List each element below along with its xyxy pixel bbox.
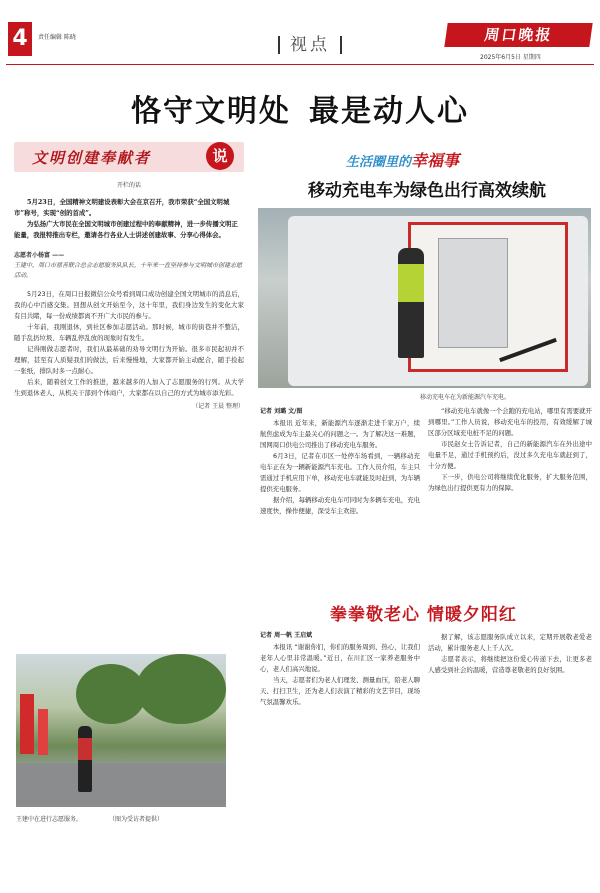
body-paragraph: 十年前，我刚退休，到社区参加志愿活动。那时候，城市的街巷并不整洁，随手乱扔垃圾、车辆乱停乱放的现象时有发生。 bbox=[14, 323, 244, 342]
article-credit: （记者 王晨 整理） bbox=[192, 403, 244, 410]
photo-caption-right: 移动充电车在为新能源汽车充电。 bbox=[420, 394, 511, 401]
section-label: 视点 bbox=[290, 35, 330, 55]
body-paragraph: 本报讯 “谢谢你们，你们的服务周到、热心，让我们老年人心里非常温暖。”近日，在川汇区一家养老服务中心，老人们高兴地说。 bbox=[260, 643, 420, 673]
road-shape bbox=[16, 763, 226, 807]
column-banner bbox=[14, 142, 244, 172]
column-banner-badge: 说 bbox=[206, 142, 234, 170]
left-column bbox=[14, 142, 244, 410]
body-paragraph: 志愿者表示，将继续把这份爱心传递下去，让更多老人感受到社会的温暖，营造尊老敬老的良好氛围。 bbox=[428, 655, 592, 674]
feature-title: 移动充电车为绿色出行高效续航 bbox=[308, 181, 546, 201]
column-subtitle: 开栏的话 bbox=[116, 182, 141, 189]
intro-paragraph: 5月23日，全国精神文明建设表彰大会在京召开，我市荣获“全国文明城市”称号，实现“创的首成”。 bbox=[14, 198, 230, 217]
body-paragraph: 本报讯 近年来，新能源汽车逐渐走进千家万户，续航焦虑成为车主最关心的问题之一。为了解决这一难题，国网周口供电公司推出了移动充电车服务。 bbox=[260, 419, 420, 449]
intro-paragraph: 为弘扬广大市民在全国文明城市创建过程中的奉献精神，进一步传播文明正能量，我报特推出专栏，邀请各行各业人士讲述创建故事、分享心得体会。 bbox=[14, 220, 238, 239]
tree-shape bbox=[136, 654, 226, 724]
editors-line: 责任编辑 陈晓 bbox=[38, 34, 76, 41]
charging-van-photo bbox=[258, 208, 591, 388]
section-divider-left bbox=[278, 36, 280, 54]
photo-caption-left bbox=[16, 814, 226, 823]
worker-vest-shape bbox=[398, 264, 424, 302]
body-paragraph: 当天，志愿者们为老人们理发、测量血压，陪老人聊天、打扫卫生，还为老人们表演了精彩的文艺节目，现场气氛温馨欢乐。 bbox=[260, 676, 420, 706]
contributor-block bbox=[14, 251, 244, 281]
issue-date: 2025年6月5日 星期四 bbox=[480, 54, 541, 61]
body-paragraph: 下一步，供电公司将继续优化服务，扩大服务范围，为绿色出行提供更有力的保障。 bbox=[428, 473, 592, 492]
body-paragraph: 后来，随着创文工作的推进，越来越多的人加入了志愿服务的行列。从大学生到退休老人，从机关干部到个体商户，大家都在以自己的方式为城市添光彩。 bbox=[14, 378, 244, 397]
second-story-column-right bbox=[428, 632, 592, 676]
second-story-column-middle bbox=[260, 642, 420, 708]
vest-shape bbox=[78, 738, 92, 760]
flag-shape bbox=[20, 694, 34, 754]
section-title bbox=[268, 30, 352, 55]
feature-label-blue: 生活圈里的 bbox=[346, 155, 412, 170]
headline-part-2: 最是动人心 bbox=[309, 94, 469, 129]
page-number: 4 bbox=[8, 22, 32, 56]
body-paragraph: 5月23日，在周口日报微信公众号看到周口成功创建全国文明城市的消息后，我的心中百感交集。回想从创文开始至今，这十年里，我们身边发生的变化大家有目共睹，每一份成绩都离不开广大市民的参与。 bbox=[14, 290, 244, 320]
second-story-byline: 记者 周一帆 王启斌 bbox=[260, 632, 313, 639]
volunteer-photo bbox=[16, 654, 226, 807]
body-paragraph: 据了解，该志愿服务队成立以来，定期开展敬老爱老活动，累计服务老人上千人次。 bbox=[428, 633, 592, 652]
newspaper-logo: 周口晚报 bbox=[444, 23, 592, 47]
feature-label-red: 幸福事 bbox=[411, 151, 460, 170]
feature-byline: 记者 刘璐 文/图 bbox=[260, 408, 303, 415]
column-banner-title: 文明创建奉献者 bbox=[32, 149, 152, 167]
body-paragraph: 据介绍，每辆移动充电车可同时为多辆车充电，充电速度快，操作便捷，深受车主欢迎。 bbox=[260, 496, 420, 515]
body-paragraph: 记得刚做志愿者时，我们从最基础的劝导文明行为开始。很多市民起初并不理解，甚至有人质疑我们的做法，后来慢慢地，大家都开始主动配合，随手捡起一张纸，排队时多一点耐心。 bbox=[14, 345, 244, 375]
body-paragraph: “移动充电车就像一个会跑的充电站，哪里有需要就开到哪里。”工作人员说，移动充电车的投用，有效缓解了城区部分区域充电桩不足的问题。 bbox=[428, 407, 592, 437]
photo-caption-text: 王建中在进行志愿服务。 bbox=[16, 816, 83, 823]
flag-shape bbox=[38, 709, 48, 755]
feature-label bbox=[346, 148, 459, 171]
contributor-detail: 王建中，周口市慈善联合总会志愿服务队队长，十年来一直坚持参与文明城市创建志愿活动。 bbox=[14, 262, 243, 279]
feature-column-middle bbox=[260, 418, 420, 517]
second-story-title: 拳拳敬老心 情暖夕阳红 bbox=[330, 605, 517, 625]
section-divider-right bbox=[340, 36, 342, 54]
contributor-name: 志愿者小杨富 —— bbox=[14, 252, 65, 259]
body-paragraph: 6月3日，记者在市区一处停车场看到，一辆移动充电车正在为一辆新能源汽车充电。工作人员介绍，车主只需通过手机应用下单，移动充电车就能及时赶到，为车辆提供充电服务。 bbox=[260, 452, 420, 493]
body-paragraph: 市民赵女士告诉记者，自己的新能源汽车在外出途中电量不足，通过手机预约后，没过多久充电车就赶到了，十分方便。 bbox=[428, 440, 592, 470]
header-rule bbox=[6, 64, 594, 65]
charger-panel-shape bbox=[438, 238, 508, 348]
page-headline bbox=[0, 86, 600, 130]
headline-part-1: 恪守文明处 bbox=[131, 94, 291, 129]
photo-credit-text: （图为受访者提供） bbox=[112, 816, 164, 823]
feature-column-right bbox=[428, 406, 592, 494]
